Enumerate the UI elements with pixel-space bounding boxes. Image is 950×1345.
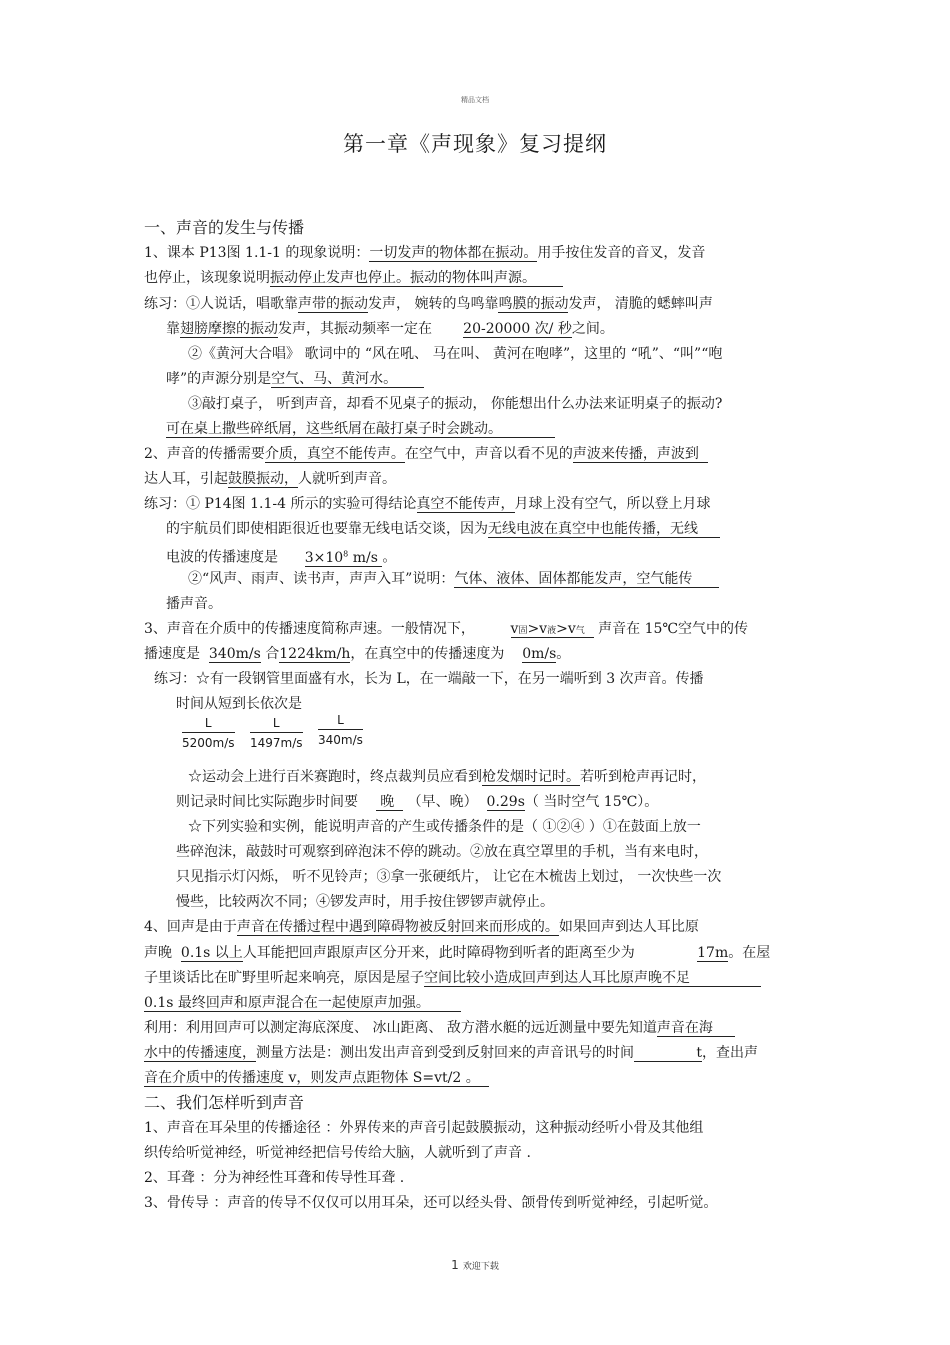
page-title: 第一章《声现象》复习提纲 [343,132,607,156]
fraction-3 [318,713,363,747]
exercise-2-line-2 [166,519,720,539]
paragraph-3-line-2 [144,644,570,664]
paragraph-2-line-2 [144,469,396,489]
v: >v [527,621,548,637]
speed-exponent: 8 [343,549,349,558]
answer-blank: 介质，真空不能传声。 [264,446,405,462]
sub-solid: 固 [518,626,528,636]
text: 人耳能把回声跟原声区分开来，此时障碍物到听者的距离至少为 [242,945,635,961]
answer-blank: 17m [697,945,729,961]
answer-blank [305,550,383,567]
exercise-1-line-1 [144,294,713,314]
answer-blank: 一切发声的物体都在振动。 [369,245,538,261]
answer-blank-tail [397,371,424,388]
text: 则记录时间比实际跑步时间要 [176,794,358,810]
text: （ 当时空气 15℃）。 [524,794,659,810]
exercise-1-line-4 [166,369,424,389]
answer-blank: 枪发烟时记时。 [482,769,580,785]
answer-blank: 可在桌上撒些碎纸屑，这些纸屑在敲打桌子时会跳动。 [166,421,502,437]
text: 2、声音的传播需要 [144,446,265,462]
page-number: 1 [451,1258,459,1272]
answer-blank: 声音在传播过程中遇到障碍物被反射回来而形成的。 [236,919,559,935]
text: ②“风声、雨声、读书声，声声入耳”说明： [188,571,455,587]
paragraph-4-line-4 [144,993,461,1013]
text: 测量方法是：测出发出声音到受到反射回来的声音讯号的时间 [256,1045,634,1061]
answer-blank-tail [713,1020,735,1037]
paragraph-4-line-6 [144,1043,758,1063]
text: 。在屋 [728,945,771,961]
section-2-line-4: 3、骨传导 ：声音的传导不仅仅可以用耳朵，还可以经头骨、颌骨传到听觉神经，引起听觉。 [144,1195,718,1211]
text: 靠 [166,321,180,337]
answer-blank [511,621,594,638]
text: 哮”的声源分别是 [166,371,272,387]
exercise-1-line-5: ③敲打桌子， 听到声音，却看不见桌子的振动， 你能想出什么办法来证明桌子的振动? [188,396,723,412]
exercise-1-line-2 [166,319,614,339]
fraction-denominator: 340m/s [318,733,363,747]
v: v [510,621,519,637]
text: 利用：利用回声可以测定海底深度、 冰山距离、 敌方潜水艇的远近测量中要先知道 [144,1020,657,1036]
paragraph-4-line-7 [144,1068,489,1088]
exercise-3-line-1: 练习：☆有一段钢管里面盛有水，长为 L，在一端敲一下，在另一端听到 3 次声音。传播 [154,671,704,687]
text: 的宇航员们即使相距很近也要靠无线电话交谈，因为 [166,521,488,537]
answer-blank [376,794,403,811]
answer-blank-tail [699,446,708,463]
answer-blank: 音在介质中的传播速度 v，则发声点距物体 S=vt/2 。 [144,1070,480,1086]
text: 声晚 [144,945,172,961]
text: 若听到枪声再记时， [580,769,706,785]
text: 子里谈话比在旷野里听起来响亮，原因是屋子 [144,970,424,986]
answer-blank: 声带的振动 [298,296,368,312]
exercise-3-line-3 [188,767,706,787]
text: 发声， 清脆的蟋蟀叫声 [568,296,713,312]
exercise-2-line-3 [166,544,396,568]
page-header: 精品文档 [461,96,489,104]
section-heading-2: 二、我们怎样听到声音 [144,1093,305,1112]
text: 练习：① P14图 1.1-4 所示的实验可得结论 [144,496,417,512]
answer-blank: 鼓膜振动， [228,471,298,487]
exercise-3-line-2: 时间从短到长依次是 [176,696,302,712]
answer-blank-tail [536,270,563,287]
exercise-3-line-4 [176,792,658,812]
answer-blank: 振动停止发声也停止。振动的物体叫声源。 [270,270,536,286]
text: 之间。 [571,321,614,337]
text: 达人耳，引起 [144,471,228,487]
exercise-3-line-7: 只见指示灯闪烁， 听不见铃声；③拿一张硬纸片， 让它在木梳齿上划过， 一次快些一次 [176,869,722,885]
answer-blank-tail [690,970,761,987]
answer-blank: 空间比较小造成回声到达人耳比原声晚不足 [424,970,690,986]
text: 在空气中，声音以看不见的 [404,446,573,462]
v: >v [556,621,576,637]
text: 练习：①人说话，唱歌靠 [144,296,298,312]
answer-text: t [696,1045,702,1061]
answer-blank: 0.29s [486,794,525,810]
speed-base: 3×10 [304,549,344,566]
exercise-2-line-4 [188,569,719,589]
text: ☆运动会上进行百米赛跑时，终点裁判员应看到 [188,769,482,785]
answer-blank: 1224km/h [279,646,351,662]
section-2-line-1: 1、声音在耳朵里的传播途径 ：外界传来的声音引起鼓膜振动，这种振动经听小骨及其他组 [144,1120,704,1136]
text: 发声， 婉转的鸟鸣靠 [368,296,499,312]
section-heading-1: 一、声音的发生与传播 [144,218,305,237]
speed-unit: m/s [348,549,378,566]
answer-text: 晚 [380,794,395,810]
exercise-2-line-1 [144,494,711,514]
answer-blank: 无线电波在真空中也能传播，无线 [488,521,698,537]
text: 电波的传播速度是 [166,549,278,566]
fraction-1 [182,716,235,750]
exercise-1-line-6 [166,419,555,439]
text: 声音在 15℃空气中的传 [593,621,749,637]
text: 。 [382,549,397,566]
exercise-3-line-5: ☆下列实验和实例，能说明声音的产生或传播条件的是（ ①②④ ）①在鼓面上放一 [188,819,701,835]
paragraph-4-line-5 [144,1018,735,1038]
answer-blank: 0.1s 最终回声和原声混合在一起使原声加强。 [144,995,430,1011]
answer-blank: 气体、液体、固体都能发声，空气能传 [454,571,693,587]
text: 4、回声是由于 [144,919,237,935]
answer-blank: 鸣膜的振动 [498,296,569,312]
paragraph-1-line-2 [144,268,563,288]
exercise-3-line-8: 慢些，比较两次不同；④锣发声时，用手按住锣锣声就停止。 [176,894,554,910]
answer-blank: 声音在海 [656,1020,713,1036]
text: 3、声音在介质中的传播速度简称声速。一般情况下， [144,621,475,637]
sub-gas: 气 [575,626,585,636]
text: 。 [556,646,571,662]
paragraph-3-line-1 [144,619,748,641]
exercise-2-line-5: 播声音。 [166,596,222,612]
answer-blank: 0.1s 以上 [180,945,243,961]
text: ，在真空中的传播速度为 [350,646,505,662]
answer-blank: 20-20000 次/ 秒 [463,321,572,337]
paragraph-2-line-1 [144,444,708,464]
answer-blank-tail [430,995,461,1012]
answer-blank: 声波来传播，声波到 [572,446,699,462]
answer-blank: 真空不能传声， [416,496,515,512]
answer-blank: 空气、马、黄河水。 [271,371,398,387]
answer-blank [634,1045,702,1062]
page-footer [0,1258,950,1272]
footer-text: 欢迎下载 [462,1262,499,1272]
text: 合 [265,646,280,662]
answer-blank-tail [502,421,555,438]
text: 播速度是 [144,646,200,662]
paragraph-4-line-2 [144,943,770,963]
answer-blank: 0m/s [522,646,557,662]
fraction-numerator: L [182,716,235,733]
text: 月球上没有空气，所以登上月球 [514,496,711,512]
fraction-2 [250,716,303,750]
paragraph-4-line-3 [144,968,761,988]
section-2-line-3: 2、耳聋 ：分为神经性耳聋和传导性耳聋 . [144,1170,405,1186]
fraction-numerator: L [318,713,363,730]
exercise-3-line-6: 些碎泡沫，敲鼓时可观察到碎泡沫不停的跳动。②放在真空罩里的手机，当有来电时， [176,844,708,860]
answer-blank: 翅膀摩擦的振动 [180,321,278,337]
fraction-denominator: 1497m/s [250,736,303,750]
text: 也停止，该现象说明 [144,270,270,286]
text: 如果回声到达人耳比原 [558,919,699,935]
text: （早、晚） [407,794,478,810]
answer-blank-tail [692,571,719,588]
paragraph-1-line-1 [144,243,705,263]
exercise-1-line-3: ②《黄河大合唱》 歌词中的 “风在吼、 马在叫、 黄河在咆哮”，这里的 “吼”、“叫”“咆 [188,346,723,362]
paragraph-4-line-1 [144,917,699,937]
answer-blank: 水中的传播速度， [144,1045,256,1061]
section-2-line-2: 织传给听觉神经，听觉神经把信号传给大脑，人就听到了声音 . [144,1145,531,1161]
answer-blank-tail [480,1070,489,1087]
text: 用手按住发音的音叉，发音 [537,245,706,261]
fraction-numerator: L [250,716,303,733]
text: 人就听到声音。 [298,471,396,487]
sub-liquid: 液 [547,626,557,636]
answer-blank-tail [698,521,720,538]
answer-blank: 340m/s [208,646,261,662]
text: 发声，其振动频率一定在 [278,321,432,337]
text: 1、课本 P13图 1.1-1 的现象说明： [144,245,370,261]
fraction-denominator: 5200m/s [182,736,235,750]
text: ，查出声 [701,1045,758,1061]
